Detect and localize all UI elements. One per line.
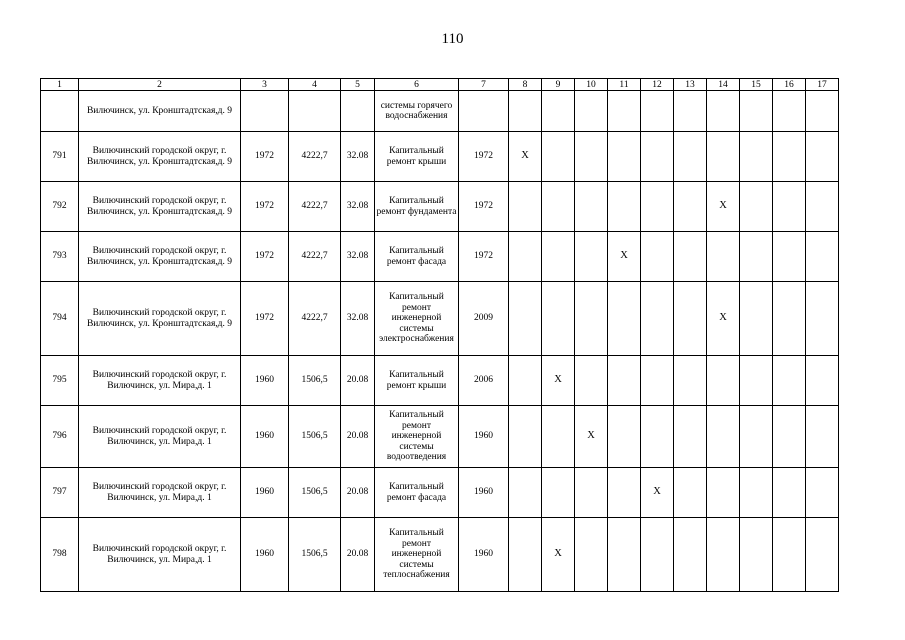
cell-code: 32.08 <box>341 282 375 356</box>
column-number-cell: 14 <box>707 79 740 91</box>
cell-num: 796 <box>41 406 79 468</box>
cell-mark <box>773 282 806 356</box>
cell-mark <box>641 406 674 468</box>
column-number-cell: 15 <box>740 79 773 91</box>
cell-mark <box>542 406 575 468</box>
cell-code: 32.08 <box>341 182 375 232</box>
x-mark: X <box>719 312 727 324</box>
cell-work-year: 2006 <box>459 356 509 406</box>
cell-mark <box>806 232 839 282</box>
cell-mark <box>608 406 641 468</box>
cell-mark <box>740 132 773 182</box>
cell-mark <box>707 518 740 592</box>
table-row <box>41 518 839 592</box>
cell-address: Вилючинский городской округ, г. Вилючинск, ул. Мира,д. 1 <box>79 518 241 592</box>
cell-area: 4222,7 <box>289 282 341 356</box>
column-number-cell: 9 <box>542 79 575 91</box>
cell-mark <box>542 132 575 182</box>
cell-mark <box>575 282 608 356</box>
cell-work-year: 2009 <box>459 282 509 356</box>
column-number-cell: 3 <box>241 79 289 91</box>
cell-mark <box>608 468 641 518</box>
column-number-cell: 12 <box>641 79 674 91</box>
cell-mark <box>773 232 806 282</box>
cell-mark <box>641 182 674 232</box>
cell-num: 791 <box>41 132 79 182</box>
cell-mark <box>509 182 542 232</box>
cell-mark <box>542 282 575 356</box>
cell-address: Вилючинский городской округ, г. Вилючинск, ул. Кронштадтская,д. 9 <box>79 132 241 182</box>
cell-mark <box>740 406 773 468</box>
cell-mark <box>707 406 740 468</box>
cell-mark <box>707 468 740 518</box>
cell-area: 4222,7 <box>289 232 341 282</box>
table-row <box>41 282 839 356</box>
cell-mark <box>740 518 773 592</box>
cell-mark <box>509 406 542 468</box>
cell-year: 1972 <box>241 182 289 232</box>
cell-mark <box>575 468 608 518</box>
cell-mark <box>509 282 542 356</box>
table-row <box>41 406 839 468</box>
column-number-cell: 10 <box>575 79 608 91</box>
cell-code: 32.08 <box>341 132 375 182</box>
cell-year: 1960 <box>241 518 289 592</box>
cell-mark <box>575 91 608 132</box>
cell-mark <box>641 356 674 406</box>
cell-address: Вилючинский городской округ, г. Вилючинск, ул. Кронштадтская,д. 9 <box>79 232 241 282</box>
column-number-cell: 1 <box>41 79 79 91</box>
cell-mark <box>773 182 806 232</box>
page-number: 110 <box>441 31 464 47</box>
cell-address: Вилючинский городской округ, г. Вилючинск, ул. Мира,д. 1 <box>79 468 241 518</box>
cell-work: Капитальный ремонт инженерной системы водоотведения <box>375 406 459 468</box>
cell-mark <box>641 468 674 518</box>
cell-work-year: 1972 <box>459 182 509 232</box>
cell-mark <box>509 468 542 518</box>
table-row <box>41 356 839 406</box>
cell-mark <box>773 132 806 182</box>
cell-mark <box>806 468 839 518</box>
cell-mark <box>575 182 608 232</box>
cell-mark <box>509 356 542 406</box>
cell-mark <box>542 91 575 132</box>
cell-year <box>241 91 289 132</box>
cell-code: 20.08 <box>341 468 375 518</box>
cell-area: 4222,7 <box>289 182 341 232</box>
table-row <box>41 232 839 282</box>
cell-mark <box>608 518 641 592</box>
cell-mark <box>740 232 773 282</box>
x-mark: X <box>554 374 562 386</box>
cell-mark <box>740 91 773 132</box>
cell-work: Капитальный ремонт фундамента <box>375 182 459 232</box>
cell-mark <box>806 406 839 468</box>
cell-code: 20.08 <box>341 356 375 406</box>
cell-mark <box>674 406 707 468</box>
cell-area: 4222,7 <box>289 132 341 182</box>
cell-address: Вилючинский городской округ, г. Вилючинск, ул. Мира,д. 1 <box>79 356 241 406</box>
cell-work: Капитальный ремонт фасада <box>375 468 459 518</box>
cell-area: 1506,5 <box>289 406 341 468</box>
cell-mark <box>608 282 641 356</box>
cell-mark <box>575 356 608 406</box>
cell-mark <box>509 232 542 282</box>
cell-work-year: 1972 <box>459 132 509 182</box>
cell-mark <box>608 132 641 182</box>
column-number-cell: 2 <box>79 79 241 91</box>
cell-year: 1960 <box>241 406 289 468</box>
cell-code: 20.08 <box>341 406 375 468</box>
cell-mark <box>773 356 806 406</box>
cell-mark <box>740 282 773 356</box>
table-row <box>41 468 839 518</box>
column-number-cell: 13 <box>674 79 707 91</box>
cell-mark <box>773 518 806 592</box>
cell-num: 797 <box>41 468 79 518</box>
cell-work: Капитальный ремонт фасада <box>375 232 459 282</box>
cell-mark <box>707 232 740 282</box>
cell-work: Капитальный ремонт крыши <box>375 356 459 406</box>
cell-mark <box>806 356 839 406</box>
column-number-row <box>41 79 839 91</box>
cell-year: 1972 <box>241 132 289 182</box>
cell-mark <box>806 182 839 232</box>
cell-mark <box>806 91 839 132</box>
cell-mark <box>608 182 641 232</box>
cell-year: 1960 <box>241 468 289 518</box>
cell-mark <box>740 468 773 518</box>
cell-mark <box>773 91 806 132</box>
cell-mark <box>575 518 608 592</box>
cell-mark <box>674 518 707 592</box>
cell-code: 20.08 <box>341 518 375 592</box>
cell-mark <box>806 132 839 182</box>
cell-num: 795 <box>41 356 79 406</box>
cell-area: 1506,5 <box>289 518 341 592</box>
column-number-cell: 6 <box>375 79 459 91</box>
cell-address: Вилючинский городской округ, г. Вилючинск, ул. Кронштадтская,д. 9 <box>79 282 241 356</box>
cell-mark <box>674 182 707 232</box>
cell-code <box>341 91 375 132</box>
cell-mark <box>674 132 707 182</box>
cell-code: 32.08 <box>341 232 375 282</box>
cell-work-year: 1972 <box>459 232 509 282</box>
cell-mark <box>674 91 707 132</box>
column-number-cell: 5 <box>341 79 375 91</box>
cell-mark <box>707 356 740 406</box>
cell-mark <box>707 182 740 232</box>
cell-num: 798 <box>41 518 79 592</box>
cell-address: Вилючинский городской округ, г. Вилючинск, ул. Кронштадтская,д. 9 <box>79 182 241 232</box>
cell-mark <box>641 91 674 132</box>
cell-mark <box>608 232 641 282</box>
cell-mark <box>707 91 740 132</box>
cell-num: 792 <box>41 182 79 232</box>
cell-mark <box>641 132 674 182</box>
x-mark: X <box>587 430 595 442</box>
x-mark: X <box>554 548 562 560</box>
cell-mark <box>575 132 608 182</box>
cell-mark <box>542 468 575 518</box>
cell-mark <box>542 356 575 406</box>
cell-year: 1960 <box>241 356 289 406</box>
cell-mark <box>707 132 740 182</box>
cell-num <box>41 91 79 132</box>
cell-address: Вилючинск, ул. Кронштадтская,д. 9 <box>79 91 241 132</box>
cell-mark <box>806 282 839 356</box>
cell-mark <box>674 282 707 356</box>
table-body <box>41 79 839 592</box>
cell-mark <box>509 518 542 592</box>
cell-mark <box>641 518 674 592</box>
cell-mark <box>740 356 773 406</box>
cell-area: 1506,5 <box>289 356 341 406</box>
cell-work-year: 1960 <box>459 468 509 518</box>
cell-work-year <box>459 91 509 132</box>
cell-mark <box>641 232 674 282</box>
cell-mark <box>509 91 542 132</box>
cell-mark <box>773 406 806 468</box>
cell-mark <box>773 468 806 518</box>
x-mark: X <box>620 250 628 262</box>
column-number-cell: 17 <box>806 79 839 91</box>
table-row <box>41 132 839 182</box>
cell-work-year: 1960 <box>459 406 509 468</box>
cell-mark <box>674 232 707 282</box>
column-number-cell: 4 <box>289 79 341 91</box>
cell-mark <box>641 282 674 356</box>
cell-work: системы горячего водоснабжения <box>375 91 459 132</box>
cell-mark <box>542 182 575 232</box>
cell-work: Капитальный ремонт инженерной системы теплоснабжения <box>375 518 459 592</box>
cell-area <box>289 91 341 132</box>
cell-mark <box>608 356 641 406</box>
cell-year: 1972 <box>241 232 289 282</box>
column-number-cell: 8 <box>509 79 542 91</box>
cell-year: 1972 <box>241 282 289 356</box>
table-row <box>41 182 839 232</box>
continuation-row <box>41 91 839 132</box>
cell-mark <box>575 232 608 282</box>
cell-mark <box>674 356 707 406</box>
cell-num: 794 <box>41 282 79 356</box>
column-number-cell: 16 <box>773 79 806 91</box>
cell-mark <box>707 282 740 356</box>
repair-registry-table <box>40 78 839 592</box>
cell-mark <box>575 406 608 468</box>
cell-mark <box>674 468 707 518</box>
x-mark: X <box>521 150 529 162</box>
column-number-cell: 11 <box>608 79 641 91</box>
cell-mark <box>542 232 575 282</box>
cell-mark <box>542 518 575 592</box>
x-mark: X <box>653 486 661 498</box>
cell-area: 1506,5 <box>289 468 341 518</box>
cell-mark <box>509 132 542 182</box>
cell-address: Вилючинский городской округ, г. Вилючинск, ул. Мира,д. 1 <box>79 406 241 468</box>
cell-work: Капитальный ремонт инженерной системы электроснабжения <box>375 282 459 356</box>
cell-work-year: 1960 <box>459 518 509 592</box>
column-number-cell: 7 <box>459 79 509 91</box>
cell-mark <box>608 91 641 132</box>
cell-mark <box>806 518 839 592</box>
x-mark: X <box>719 200 727 212</box>
cell-num: 793 <box>41 232 79 282</box>
cell-work: Капитальный ремонт крыши <box>375 132 459 182</box>
cell-mark <box>740 182 773 232</box>
